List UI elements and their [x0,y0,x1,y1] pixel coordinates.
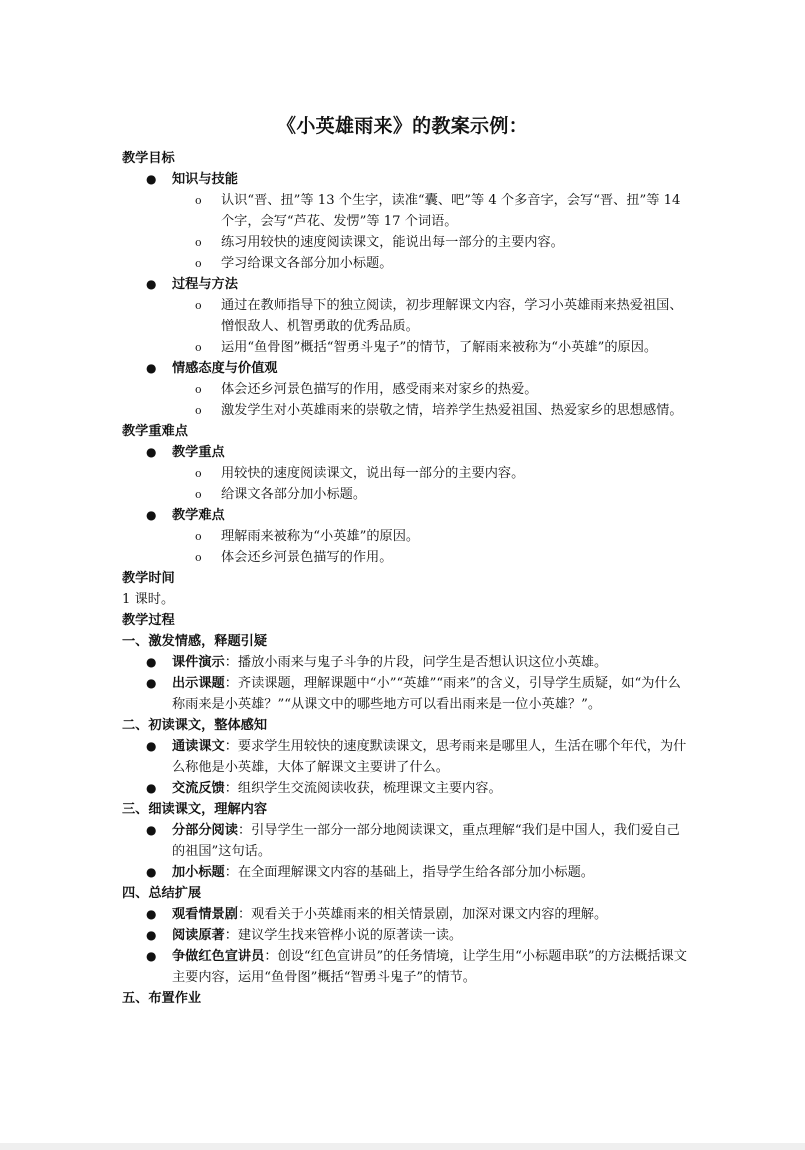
circle-bullet-icon: o [195,383,202,396]
item-text: 体会还乡河景色描写的作用。 [221,550,393,565]
group-label: 情感态度与价值观 [172,361,278,376]
list-item [122,337,687,358]
bullet-icon: ● [146,655,157,669]
group-label: 知识与技能 [172,172,238,187]
item-label: 出示课题 [172,676,225,691]
bullet-icon: ● [146,445,157,459]
item-text: ：建议学生找来管桦小说的原著读一读。 [224,928,463,943]
bullet-icon: ● [146,277,157,291]
item-text: ：观看关于小英雄雨来的相关情景剧，加深对课文内容的理解。 [237,907,608,922]
circle-bullet-icon: o [195,299,202,312]
list-item [122,862,687,883]
circle-bullet-icon: o [195,551,202,564]
objectives-heading: 教学目标 [122,151,175,166]
section-heading: 五、布置作业 [122,991,202,1006]
item-label: 观看情景剧 [172,907,238,922]
section-heading: 三、细读课文，理解内容 [122,802,268,817]
list-item [122,946,687,988]
time-text: 1 课时。 [122,592,175,607]
item-text: 通过在教师指导下的独立阅读，初步理解课文内容，学习小英雄雨来热爱祖国、憎恨敌人、机智勇敢的优秀品质。 [221,298,683,334]
bullet-icon: ● [146,949,157,963]
circle-bullet-icon: o [195,530,202,543]
list-item [122,547,687,568]
circle-bullet-icon: o [195,341,202,354]
list-item [122,442,687,463]
list-item [122,484,687,505]
list-item [122,379,687,400]
item-text: ：齐读课题，理解课题中“小”“英雄”“雨来”的含义，引导学生质疑，如“为什么称雨来是小英雄？”“从课文中的哪些地方可以看出雨来是一位小英雄？”。 [172,676,681,712]
item-label: 交流反馈 [172,781,225,796]
list-item [122,400,687,421]
group-label: 过程与方法 [172,277,238,292]
item-text: 运用“鱼骨图”概括“智勇斗鬼子”的情节，了解雨来被称为“小英雄”的原因。 [221,340,658,355]
time-heading: 教学时间 [122,571,175,586]
circle-bullet-icon: o [195,404,202,417]
item-label: 阅读原著 [172,928,225,943]
list-item [122,652,687,673]
bullet-icon: ● [146,508,157,522]
item-label: 分部分阅读 [172,823,238,838]
list-item [122,526,687,547]
item-text: ：要求学生用较快的速度默读课文，思考雨来是哪里人，生活在哪个年代，为什么称他是小英雄，大体了解课文主要讲了什么。 [172,739,687,775]
list-item [122,232,687,253]
item-text: 用较快的速度阅读课文，说出每一部分的主要内容。 [221,466,525,481]
list-item [122,358,687,379]
item-label: 通读课文 [172,739,225,754]
list-item [122,736,687,778]
bullet-icon: ● [146,739,157,753]
item-text: 激发学生对小英雄雨来的崇敬之情，培养学生热爱祖国、热爱家乡的思想感情。 [221,403,683,418]
item-text: 学习给课文各部分加小标题。 [221,256,393,271]
list-item [122,505,687,526]
list-item [122,463,687,484]
document-body [122,148,687,1009]
list-item [122,190,687,232]
circle-bullet-icon: o [195,236,202,249]
bullet-icon: ● [146,781,157,795]
item-text: 练习用较快的速度阅读课文，能说出每一部分的主要内容。 [221,235,564,250]
circle-bullet-icon: o [195,194,202,207]
list-item [122,904,687,925]
item-label: 争做红色宣讲员 [172,949,265,964]
bullet-icon: ● [146,172,157,186]
bullet-icon: ● [146,865,157,879]
list-item [122,253,687,274]
list-item [122,820,687,862]
bullet-icon: ● [146,676,157,690]
item-text: 认识“晋、扭”等 13 个生字，读准“囊、吧”等 4 个多音字，会写“晋、扭”等 14 个字，会写“芦花、发愣”等 17 个词语。 [221,193,681,229]
list-item [122,169,687,190]
list-item [122,925,687,946]
item-label: 课件演示 [172,655,225,670]
bullet-icon: ● [146,928,157,942]
item-text: ：创设“红色宣讲员”的任务情境，让学生用“小标题串联”的方法概括课文主要内容，运用“鱼骨图”概括“智勇斗鬼子”的情节。 [172,949,687,985]
item-text: ：组织学生交流阅读收获，梳理课文主要内容。 [224,781,502,796]
list-item [122,295,687,337]
bullet-icon: ● [146,907,157,921]
circle-bullet-icon: o [195,467,202,480]
group-label: 教学难点 [172,508,225,523]
item-text: ：在全面理解课文内容的基础上，指导学生给各部分加小标题。 [224,865,594,880]
item-text: 体会还乡河景色描写的作用，感受雨来对家乡的热爱。 [221,382,538,397]
list-item [122,673,687,715]
circle-bullet-icon: o [195,257,202,270]
list-item [122,778,687,799]
section-heading: 一、激发情感，释题引疑 [122,634,268,649]
page-bottom-edge [0,1143,805,1150]
section-heading: 二、初读课文，整体感知 [122,718,268,733]
document-title: 《小英雄雨来》的教案示例： [277,115,528,137]
list-item [122,274,687,295]
circle-bullet-icon: o [195,488,202,501]
key-points-heading: 教学重难点 [122,424,188,439]
item-text: 给课文各部分加小标题。 [221,487,367,502]
item-text: ：播放小雨来与鬼子斗争的片段，问学生是否想认识这位小英雄。 [224,655,608,670]
item-label: 加小标题 [172,865,225,880]
group-label: 教学重点 [172,445,225,460]
section-heading: 四、总结扩展 [122,886,202,901]
bullet-icon: ● [146,823,157,837]
process-heading: 教学过程 [122,613,175,628]
item-text: 理解雨来被称为“小英雄”的原因。 [221,529,420,544]
item-text: ：引导学生一部分一部分地阅读课文，重点理解“我们是中国人，我们爱自己的祖国”这句话。 [172,823,680,859]
bullet-icon: ● [146,361,157,375]
